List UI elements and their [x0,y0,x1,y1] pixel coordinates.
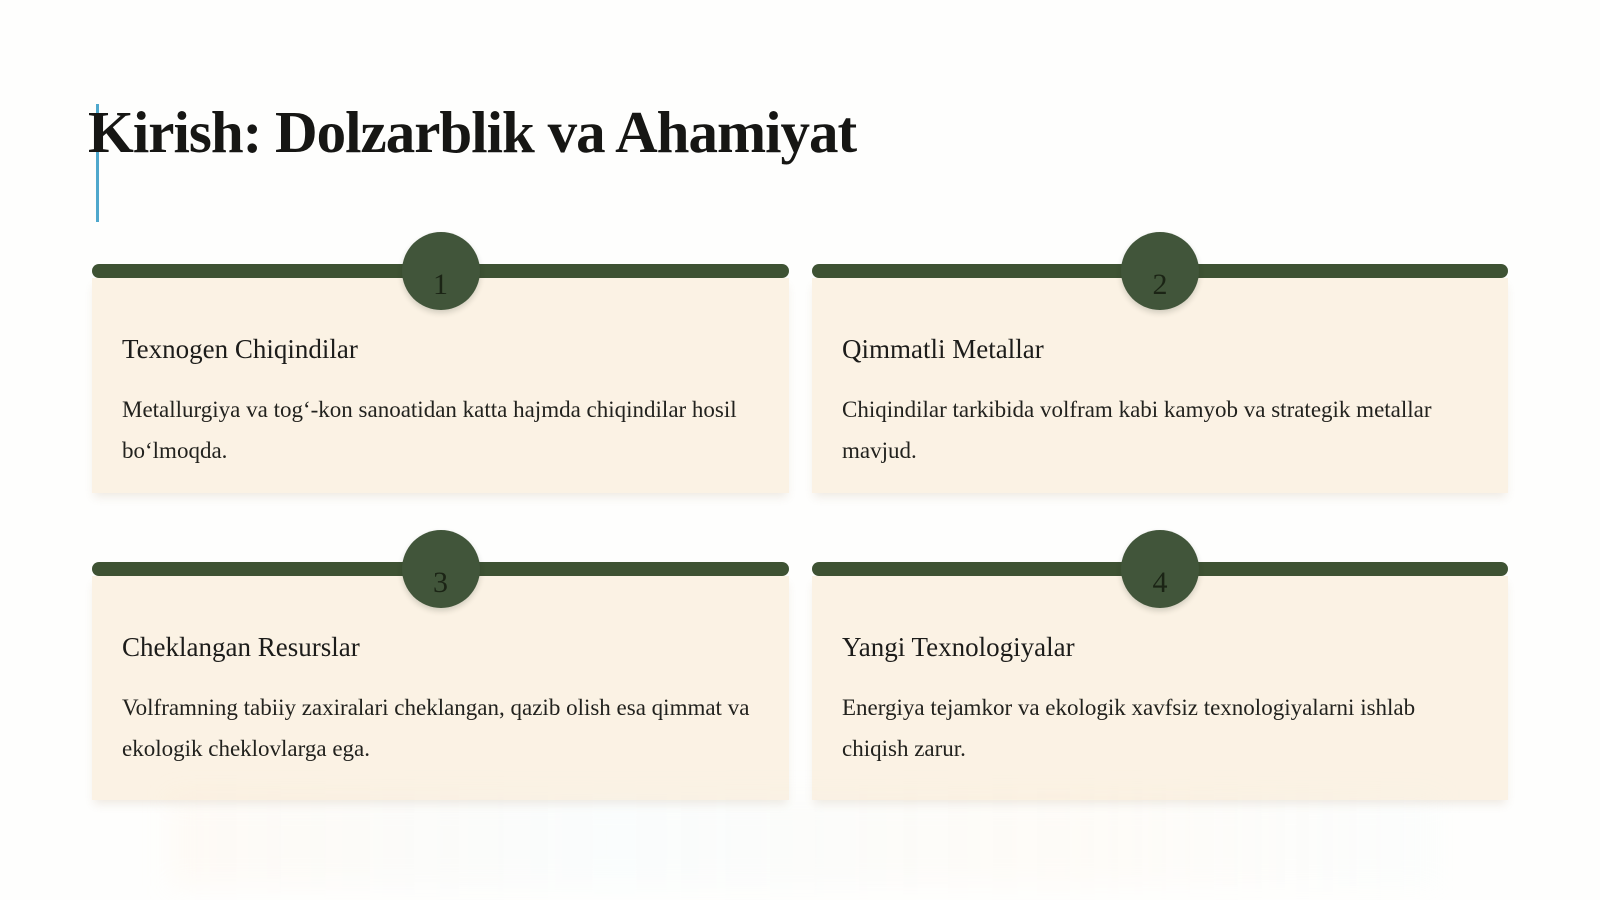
card-title: Texnogen Chiqindilar [122,334,358,364]
step-number-circle [1121,530,1199,608]
card-text: Energiya tejamkor va ekologik xavfsiz texnologiyalarni ishlab chiqish zarur. [842,695,1416,761]
card-title: Qimmatli Metallar [842,334,1044,364]
card-title: Cheklangan Resurslar [122,632,360,662]
card-cheklangan-resurslar [92,562,789,800]
card-text: Chiqindilar tarkibida volfram kabi kamyob va strategik metallar mavjud. [842,397,1432,463]
card-body [812,576,1508,800]
card-body [92,278,789,493]
faint-watermark-smudge [170,798,1440,886]
card-title: Yangi Texnologiyalar [842,632,1075,662]
step-number-circle [1121,232,1199,310]
card-qimmatli-metallar [812,264,1508,493]
card-text: Volframning tabiiy zaxiralari cheklangan, qazib olish esa qimmat va ekologik cheklovlarga ega. [122,695,750,761]
card-body [812,278,1508,493]
card-text: Metallurgiya va togʻ-kon sanoatidan katta hajmda chiqindilar hosil boʻlmoqda. [122,397,737,463]
step-number: 4 [1152,566,1168,599]
card-texnogen-chiqindilar [92,264,789,493]
step-number: 2 [1152,268,1168,301]
card-body [92,576,789,800]
step-number: 1 [433,268,448,301]
page-title: Kirish: Dolzarblik va Ahamiyat [88,99,857,165]
card-yangi-texnologiyalar [812,562,1508,800]
step-number-circle [402,232,480,310]
step-number-circle [402,530,480,608]
step-number: 3 [433,566,448,599]
